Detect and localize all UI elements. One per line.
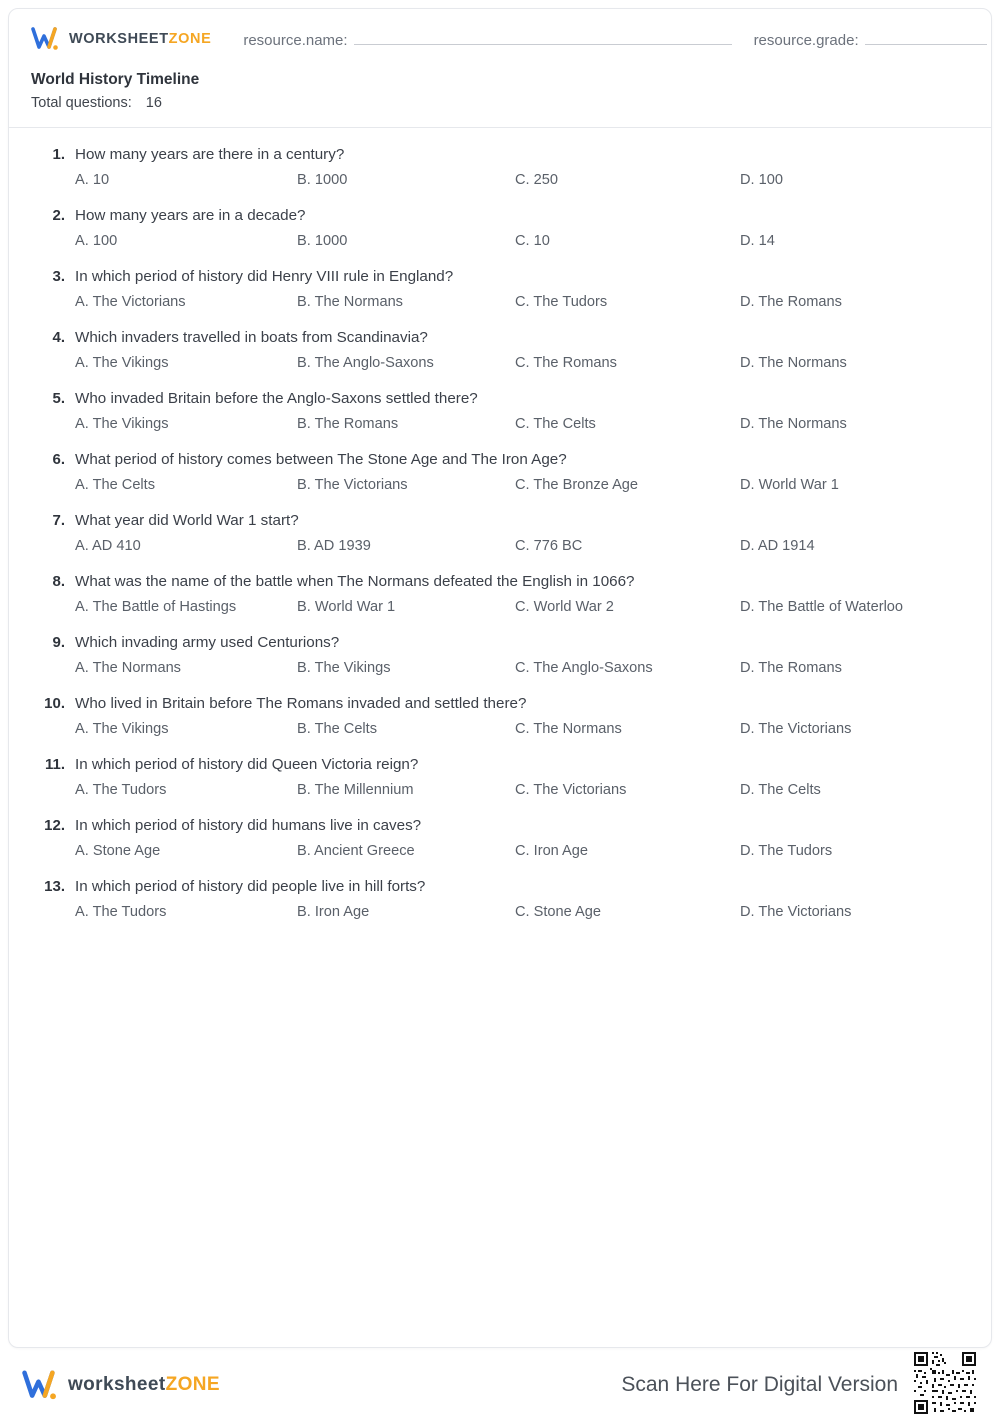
worksheet-zone-logo-icon: [31, 26, 61, 52]
question-header: [31, 878, 969, 895]
choice-option-d[interactable]: D. The Romans: [740, 294, 842, 310]
choice-option-a[interactable]: A. The Tudors: [75, 904, 167, 920]
student-grade-field[interactable]: [754, 30, 987, 49]
question-text: In which period of history did people live in hill forts?: [75, 878, 426, 895]
choice-option-c[interactable]: C. 10: [515, 233, 550, 249]
choice-option-c[interactable]: C. Iron Age: [515, 843, 589, 859]
choice-option-d[interactable]: D. The Romans: [740, 660, 842, 676]
choice-option-b[interactable]: B. 1000: [297, 172, 348, 188]
worksheet-header: [9, 9, 991, 69]
worksheet-sheet: [8, 8, 992, 1348]
choice-row: [31, 355, 969, 371]
choice-row: [31, 538, 969, 554]
choice-option-b[interactable]: B. The Normans: [297, 294, 403, 310]
question-header: [31, 512, 969, 529]
choice-option-d[interactable]: D. The Battle of Waterloo: [740, 599, 904, 615]
question-number: 5.: [52, 390, 65, 407]
question-item: [31, 390, 969, 432]
choice-row: [31, 416, 969, 432]
question-item: [31, 756, 969, 798]
question-number: 4.: [52, 329, 65, 346]
choice-option-b[interactable]: B. 1000: [297, 233, 348, 249]
brand-word-zone: ZONE: [168, 31, 212, 47]
qr-code-icon[interactable]: [912, 1350, 978, 1416]
choice-option-c[interactable]: C. The Romans: [515, 355, 617, 371]
question-item: [31, 329, 969, 371]
student-grade-label: resource.grade:: [753, 31, 859, 49]
question-header: [31, 695, 969, 712]
total-questions: [31, 95, 969, 111]
footer-brand-word-worksheet: worksheet: [68, 1374, 166, 1395]
total-questions-label: Total questions:: [31, 95, 132, 111]
page-title: World History Timeline: [31, 71, 200, 88]
student-name-input[interactable]: [354, 30, 732, 45]
choice-option-c[interactable]: C. The Tudors: [515, 294, 608, 310]
choice-row: [31, 172, 969, 188]
choice-option-d[interactable]: D. The Normans: [740, 355, 847, 371]
choice-option-d[interactable]: D. 100: [740, 172, 783, 188]
choice-option-b[interactable]: B. The Vikings: [297, 660, 391, 676]
question-text: Who invaded Britain before the Anglo-Saxons settled there?: [75, 390, 478, 407]
choice-option-c[interactable]: C. The Victorians: [515, 782, 627, 798]
question-header: [31, 329, 969, 346]
choice-row: [31, 721, 969, 737]
question-header: [31, 817, 969, 834]
choice-option-d[interactable]: D. 14: [740, 233, 775, 249]
question-number: 10.: [44, 695, 65, 712]
choice-row: [31, 233, 969, 249]
choice-option-a[interactable]: A. The Battle of Hastings: [75, 599, 237, 615]
choice-option-b[interactable]: B. The Millennium: [297, 782, 414, 798]
choice-option-a[interactable]: A. The Vikings: [75, 355, 169, 371]
student-name-field[interactable]: [243, 30, 731, 49]
choice-option-c[interactable]: C. Stone Age: [515, 904, 602, 920]
question-header: [31, 268, 969, 285]
choice-option-a[interactable]: A. Stone Age: [75, 843, 161, 859]
choice-option-d[interactable]: D. The Celts: [740, 782, 821, 798]
choice-option-d[interactable]: D. The Tudors: [740, 843, 833, 859]
question-item: [31, 268, 969, 310]
question-item: [31, 512, 969, 554]
footer-brand-wordmark: [68, 1374, 220, 1396]
question-text: What was the name of the battle when The Normans defeated the English in 1066?: [75, 573, 635, 590]
choice-option-a[interactable]: A. The Tudors: [75, 782, 167, 798]
choice-option-b[interactable]: B. The Anglo-Saxons: [297, 355, 434, 371]
student-name-label: resource.name:: [243, 31, 348, 49]
question-number: 3.: [52, 268, 65, 285]
questions-list: [9, 128, 991, 949]
choice-row: [31, 782, 969, 798]
choice-option-b[interactable]: B. World War 1: [297, 599, 396, 615]
choice-option-c[interactable]: C. World War 2: [515, 599, 614, 615]
brand-wordmark: [69, 31, 211, 47]
question-header: [31, 634, 969, 651]
footer-brand-word-zone: ZONE: [165, 1374, 220, 1395]
question-item: [31, 207, 969, 249]
question-number: 8.: [52, 573, 65, 590]
question-header: [31, 390, 969, 407]
question-number: 1.: [52, 146, 65, 163]
choice-option-a[interactable]: A. The Victorians: [75, 294, 186, 310]
choice-option-b[interactable]: B. The Romans: [297, 416, 399, 432]
choice-option-c[interactable]: C. The Bronze Age: [515, 477, 639, 493]
choice-option-d[interactable]: D. AD 1914: [740, 538, 815, 554]
choice-row: [31, 477, 969, 493]
choice-option-a[interactable]: A. 100: [75, 233, 118, 249]
choice-option-a[interactable]: A. The Normans: [75, 660, 181, 676]
question-item: [31, 817, 969, 859]
question-number: 13.: [44, 878, 65, 895]
choice-option-a[interactable]: A. The Vikings: [75, 416, 169, 432]
worksheet-zone-logo-icon: [22, 1369, 60, 1402]
footer-brand-logo: [22, 1369, 220, 1402]
choice-option-a[interactable]: A. 10: [75, 172, 110, 188]
choice-option-d[interactable]: D. World War 1: [740, 477, 839, 493]
total-questions-count: 16: [145, 95, 162, 111]
student-grade-input[interactable]: [865, 30, 987, 45]
question-text: What year did World War 1 start?: [75, 512, 299, 529]
choice-option-a[interactable]: A. AD 410: [75, 538, 141, 554]
choice-option-d[interactable]: D. The Normans: [740, 416, 847, 432]
choice-option-b[interactable]: B. The Victorians: [297, 477, 408, 493]
question-item: [31, 695, 969, 737]
choice-row: [31, 660, 969, 676]
choice-option-b[interactable]: B. The Celts: [297, 721, 378, 737]
choice-option-a[interactable]: A. The Vikings: [75, 721, 169, 737]
question-text: Which invading army used Centurions?: [75, 634, 340, 651]
question-text: In which period of history did humans live in caves?: [75, 817, 422, 834]
question-text: Which invaders travelled in boats from Scandinavia?: [75, 329, 428, 346]
choice-option-b[interactable]: B. AD 1939: [297, 538, 371, 554]
choice-row: [31, 843, 969, 859]
choice-row: [31, 904, 969, 920]
question-header: [31, 451, 969, 468]
question-text: In which period of history did Queen Victoria reign?: [75, 756, 419, 773]
choice-row: [31, 294, 969, 310]
question-number: 12.: [44, 817, 65, 834]
question-item: [31, 451, 969, 493]
choice-option-c[interactable]: C. The Anglo-Saxons: [515, 660, 653, 676]
question-text: How many years are in a decade?: [75, 207, 306, 224]
choice-option-c[interactable]: C. The Celts: [515, 416, 596, 432]
brand-logo: [31, 26, 211, 52]
choice-option-b[interactable]: B. Ancient Greece: [297, 843, 415, 859]
page-footer: [0, 1356, 1000, 1414]
question-header: [31, 756, 969, 773]
scan-instruction-text: Scan Here For Digital Version: [621, 1373, 898, 1396]
choice-option-a[interactable]: A. The Celts: [75, 477, 156, 493]
question-header: [31, 573, 969, 590]
question-text: In which period of history did Henry VIII rule in England?: [75, 268, 454, 285]
choice-option-d[interactable]: D. The Victorians: [740, 721, 852, 737]
question-number: 2.: [52, 207, 65, 224]
question-number: 11.: [44, 756, 65, 773]
choice-option-d[interactable]: D. The Victorians: [740, 904, 852, 920]
worksheet-title-block: [9, 69, 991, 127]
question-item: [31, 634, 969, 676]
question-number: 9.: [52, 634, 65, 651]
question-text: Who lived in Britain before The Romans invaded and settled there?: [75, 695, 527, 712]
brand-word-worksheet: WORKSHEET: [69, 31, 169, 47]
question-number: 7.: [52, 512, 65, 529]
question-number: 6.: [52, 451, 65, 468]
choice-row: [31, 599, 969, 615]
choice-option-c[interactable]: C. 250: [515, 172, 558, 188]
choice-option-b[interactable]: B. Iron Age: [297, 904, 370, 920]
question-text: What period of history comes between The Stone Age and The Iron Age?: [75, 451, 567, 468]
question-item: [31, 878, 969, 920]
question-item: [31, 146, 969, 188]
question-header: [31, 146, 969, 163]
question-text: How many years are there in a century?: [75, 146, 345, 163]
choice-option-c[interactable]: C. The Normans: [515, 721, 622, 737]
question-item: [31, 573, 969, 615]
question-header: [31, 207, 969, 224]
choice-option-c[interactable]: C. 776 BC: [515, 538, 583, 554]
